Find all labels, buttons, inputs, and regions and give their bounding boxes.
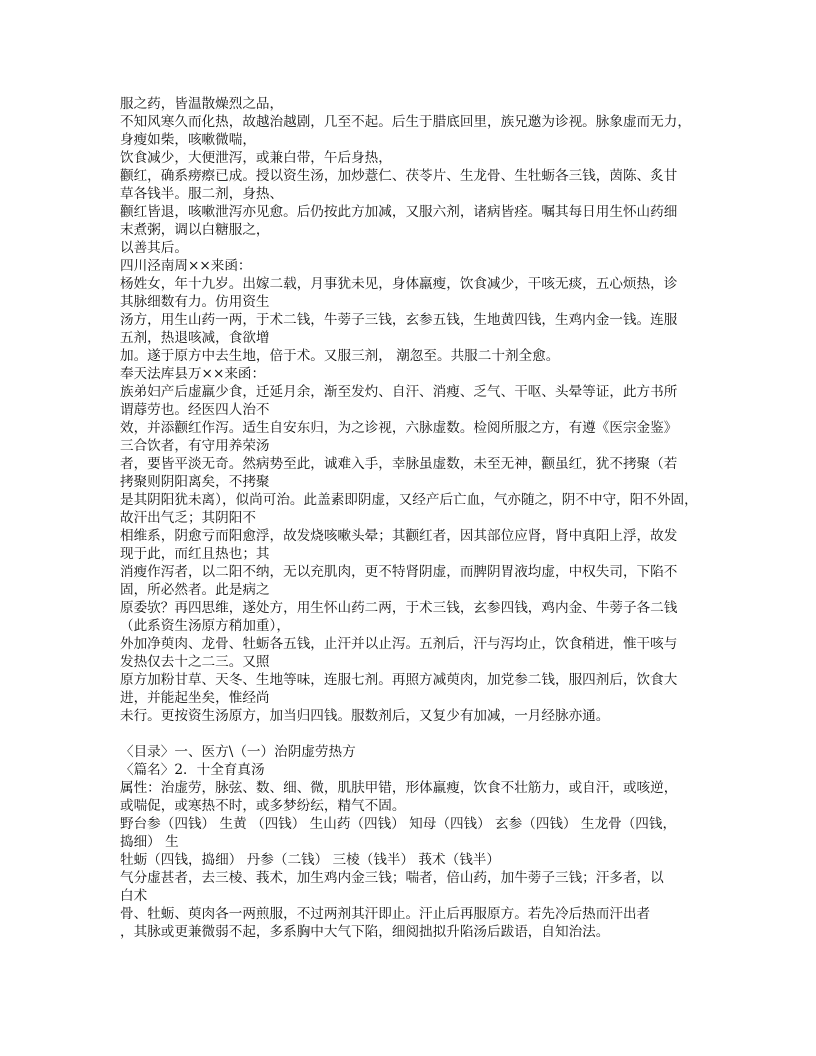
- text-line: 颧红，确系痨瘵已成。授以资生汤，加炒薏仁、茯苓片、生龙骨、生牡蛎各三钱，茵陈、炙甘: [120, 168, 678, 184]
- text-line: 其脉细数有力。仿用资生: [120, 294, 270, 310]
- case-block-1: [120, 95, 705, 257]
- text-line: 以善其后。: [120, 240, 188, 256]
- text-line: 饮食减少，大便泄泻，或兼白带，午后身热，: [120, 150, 392, 166]
- section-title: 〈篇名〉2．十全育真汤: [120, 762, 265, 778]
- text-line: 服之药，皆温散燥烈之品，: [120, 96, 284, 112]
- text-line: 现于此，而红且热也；其: [120, 546, 270, 562]
- text-line: ，其脉或更兼微弱不起，多系胸中大气下陷，细阅拙拟升陷汤后跋语，自知治法。: [120, 924, 610, 940]
- ingredient-line: 捣细） 生: [120, 834, 179, 850]
- text-line: 草各钱半。服二剂，身热、: [120, 186, 284, 202]
- letter-heading: 奉天法库县万××来函：: [120, 366, 266, 382]
- text-line: 是其阴阳犹未离），似尚可治。此盖素即阴虚，又经产后亡血，气亦随之，阴不中守，阳不外固，: [120, 492, 698, 508]
- text-line: 消瘦作泻者，以二阳不纳，无以充肌肉，更不特肾阴虚，而脾阴胃液均虚，中权失司，下陷不: [120, 564, 678, 580]
- case-block-2: [120, 257, 705, 365]
- text-line: 颧红皆退，咳嗽泄泻亦见愈。后仍按此方加减，又服六剂，诸病皆痊。嘱其每日用生怀山药细: [120, 204, 678, 220]
- text-line: 加。遂于原方中去生地，倍于术。又服三剂， 潮忽至。共服二十剂全愈。: [120, 348, 560, 364]
- text-line: 属性：治虚劳，脉弦、数、细、微，肌肤甲错，形体羸瘦，饮食不壮筋力，或自汗，或咳逆，: [120, 780, 678, 796]
- text-line: 发热仅去十之二三。又照: [120, 654, 270, 670]
- text-line: 五剂，热退咳减，食欲增: [120, 330, 270, 346]
- text-line: 进，并能起坐矣，惟经尚: [120, 690, 270, 706]
- letter-heading: 四川泾南周××来函：: [120, 258, 252, 274]
- text-line: 族弟妇产后虚羸少食，迁延月余，渐至发灼、自汗、消瘦、乏气、干呕、头晕等证，此方书所: [120, 384, 678, 400]
- text-line: 故汗出气乏；其阴阳不: [120, 510, 256, 526]
- text-line: 原委欤？再四思维，遂处方，用生怀山药二两，于术三钱，玄参四钱，鸡内金、牛蒡子各二钱: [120, 600, 678, 616]
- text-line: 原方加粉甘草、天冬、生地等味，连服七剂。再照方减萸肉，加党参二钱，服四剂后，饮食大: [120, 672, 678, 688]
- text-line: 谓蓐劳也。经医四人治不: [120, 402, 270, 418]
- text-line: 三合饮者，有守用养荣汤: [120, 438, 270, 454]
- text-line: 未行。更按资生汤原方，加当归四钱。服数剂后，又复少有加减，一月经脉亦通。: [120, 708, 610, 724]
- text-line: 身瘦如柴，咳嗽微喘，: [120, 132, 256, 148]
- text-line: 末煮粥，调以白糖服之，: [120, 222, 270, 238]
- ingredient-line: 野台参（四钱） 生黄 （四钱） 生山药（四钱） 知母（四钱） 玄参（四钱） 生龙骨（四钱，: [120, 816, 677, 832]
- text-line: 汤方，用生山药一两，于术二钱，牛蒡子三钱，玄参五钱，生地黄四钱，生鸡内金一钱。连服: [120, 312, 678, 328]
- text-line: 或喘促，或寒热不时，或多梦纷纭，精气不固。: [120, 798, 406, 814]
- document-page: [120, 95, 705, 941]
- blank-line: [120, 725, 705, 743]
- text-line: 骨、牡蛎、萸肉各一两煎服，不过两剂其汗即止。汗止后再服原方。若先冷后热而汗出者: [120, 906, 651, 922]
- text-line: （此系资生汤原方稍加重），: [120, 618, 290, 634]
- text-line: 拷聚则阴阳离矣，不拷聚: [120, 474, 270, 490]
- text-line: 效，并添颧红作泻。适生自安东归，为之诊视，六脉虚数。检阅所服之方，有遵《医宗金鉴》: [120, 420, 678, 436]
- text-line: 杨姓女，年十九岁。出嫁二载，月事犹未见，身体羸瘦，饮食减少，干咳无痰，五心烦热，诊: [120, 276, 678, 292]
- text-line: 固，所必然者。此是病之: [120, 582, 270, 598]
- formula-section: [120, 743, 705, 941]
- text-line: 外加净萸肉、龙骨、牡蛎各五钱，止汗并以止泻。五剂后，汗与泻均止，饮食稍进，惟干咳与: [120, 636, 678, 652]
- text-line: 不知风寒久而化热，故越治越剧，几至不起。后生于腊底回里，族兄邀为诊视。脉象虚而无力，: [120, 114, 691, 130]
- text-line: 气分虚甚者，去三棱、莪术，加生鸡内金三钱；喘者，倍山药，加牛蒡子三钱；汗多者，以: [120, 870, 664, 886]
- text-line: 相维系，阴愈亏而阳愈浮，故发烧咳嗽头晕；其颧红者，因其部位应肾，肾中真阳上浮，故发: [120, 528, 678, 544]
- catalog-heading: 〈目录〉一、医方\（一）治阴虚劳热方: [120, 744, 356, 760]
- case-block-3: [120, 365, 705, 725]
- text-line: 白术: [120, 888, 148, 904]
- text-line: 者，要皆平淡无奇。然病势至此，诚难入手，幸脉虽虚数，未至无神，颧虽红，犹不拷聚（若: [120, 456, 678, 472]
- ingredient-line: 牡蛎（四钱，捣细） 丹参（二钱） 三棱（钱半） 莪术（钱半）: [120, 852, 500, 868]
